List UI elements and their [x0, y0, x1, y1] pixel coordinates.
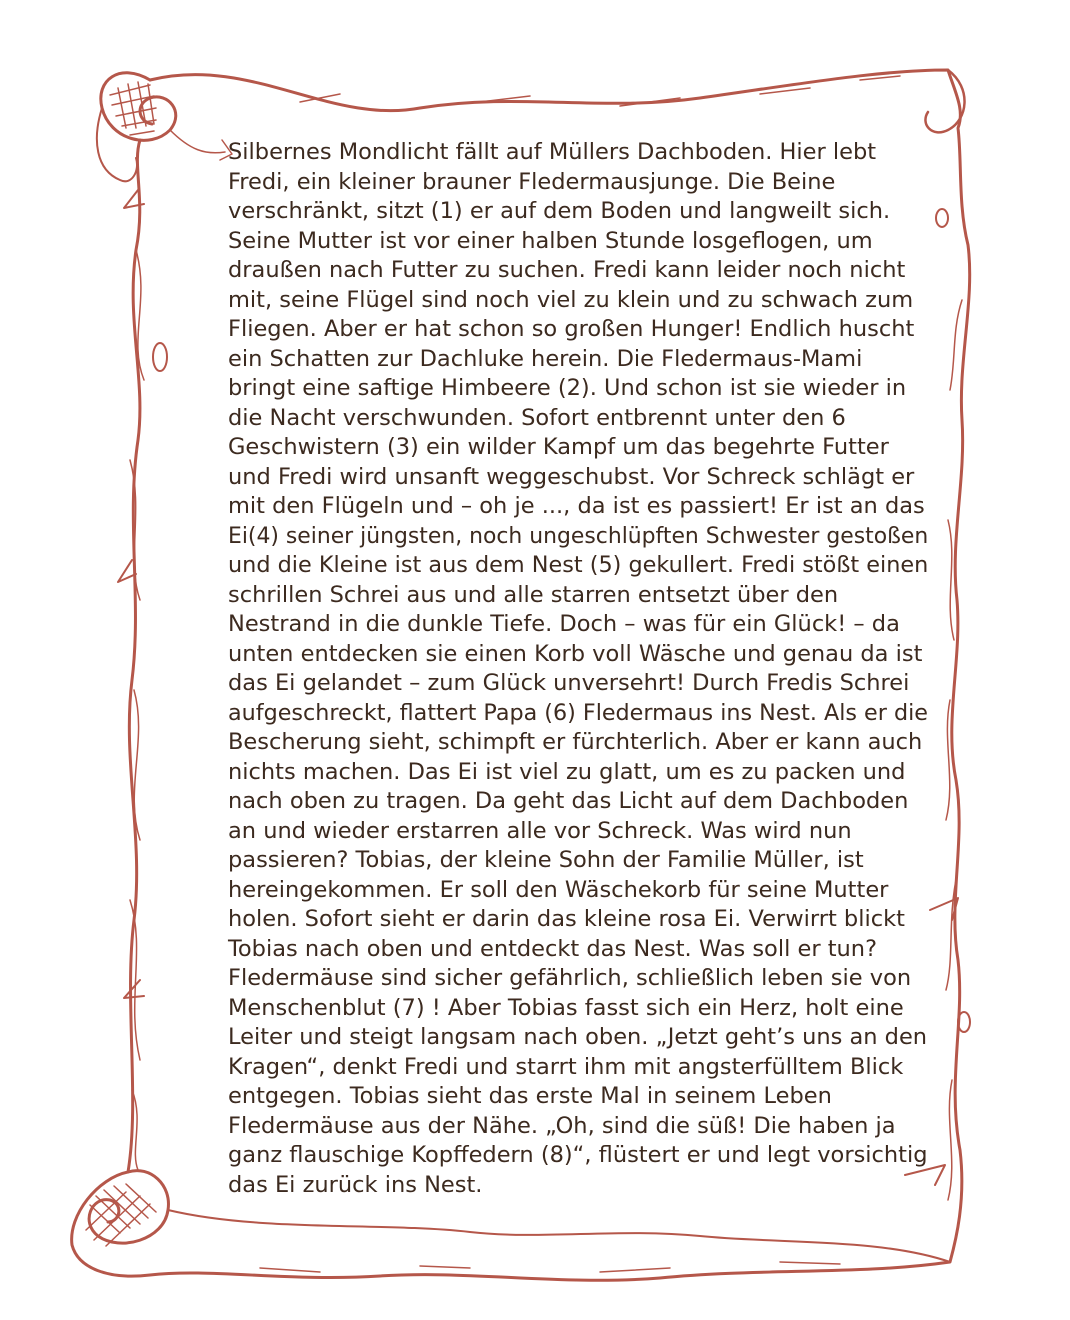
- story-line: Seine Mutter ist vor einer halben Stunde losgeflogen, um: [228, 227, 873, 254]
- story-line: ein Schatten zur Dachluke herein. Die Fledermaus-Mami: [228, 345, 863, 372]
- story-line: bringt eine saftige Himbeere (2). Und schon ist sie wieder in: [228, 375, 907, 401]
- story-text: [228, 138, 929, 1200]
- story-line: die Nacht verschwunden. Sofort entbrennt unter den 6: [228, 404, 846, 431]
- story-line: draußen nach Futter zu suchen. Fredi kann leider noch nicht: [228, 257, 906, 283]
- story-line: Bescherung sieht, schimpft er fürchterlich. Aber er kann auch: [228, 729, 923, 755]
- story-line: Ei(4) seiner jüngsten, noch ungeschlüpften Schwester gestoßen: [228, 522, 929, 549]
- story-line: Nestrand in die dunkle Tiefe. Doch – was für ein Glück! – da: [228, 611, 900, 637]
- story-line: und Fredi wird unsanft weggeschubst. Vor Schreck schlägt er: [228, 463, 915, 490]
- story-line: Tobias nach oben und entdeckt das Nest. Was soll er tun?: [228, 935, 878, 962]
- story-line: Fledermäuse aus der Nähe. „Oh, sind die süß! Die haben ja: [228, 1112, 896, 1139]
- story-line: das Ei zurück ins Nest.: [228, 1171, 483, 1198]
- story-line: Fliegen. Aber er hat schon so großen Hunger! Endlich huscht: [228, 316, 915, 342]
- story-line: aufgeschreckt, flattert Papa (6) Fledermaus ins Nest. Als er die: [228, 699, 928, 726]
- story-line: das Ei gelandet – zum Glück unversehrt! Durch Fredis Schrei: [228, 670, 910, 696]
- story-line: schrillen Schrei aus und alle starren entsetzt über den: [228, 581, 839, 608]
- story-line: Fredi, ein kleiner brauner Fledermausjunge. Die Beine: [228, 168, 836, 195]
- story-line: passieren? Tobias, der kleine Sohn der Familie Müller, ist: [228, 847, 864, 873]
- story-line: mit den Flügeln und – oh je ..., da ist es passiert! Er ist an das: [228, 493, 925, 519]
- story-line: Kragen“, denkt Fredi und starrt ihm mit angsterfülltem Blick: [228, 1053, 904, 1080]
- story-line: ganz flauschige Kopffedern (8)“, flüstert er und legt vorsichtig: [228, 1142, 928, 1168]
- story-line: nach oben zu tragen. Da geht das Licht auf dem Dachboden: [228, 788, 909, 814]
- story-line: Geschwistern (3) ein wilder Kampf um das begehrte Futter: [228, 434, 889, 460]
- story-line: hereingekommen. Er soll den Wäschekorb für seine Mutter: [228, 876, 889, 903]
- story-line: unten entdecken sie einen Korb voll Wäsche und genau da ist: [228, 640, 923, 667]
- story-line: Silbernes Mondlicht fällt auf Müllers Dachboden. Hier lebt: [228, 139, 877, 165]
- story-line: mit, seine Flügel sind noch viel zu klein und zu schwach zum: [228, 286, 914, 313]
- story-line: und die Kleine ist aus dem Nest (5) gekullert. Fredi stößt einen: [228, 552, 929, 578]
- story-line: Leiter und steigt langsam nach oben. „Jetzt geht’s uns an den: [228, 1024, 928, 1050]
- story-line: verschränkt, sitzt (1) er auf dem Boden und langweilt sich.: [228, 198, 891, 224]
- story-line: holen. Sofort sieht er darin das kleine rosa Ei. Verwirrt blickt: [228, 906, 905, 932]
- story-line: nichts machen. Das Ei ist viel zu glatt, um es zu packen und: [228, 758, 906, 785]
- story-line: entgegen. Tobias sieht das erste Mal in seinem Leben: [228, 1083, 832, 1109]
- story-line: Fledermäuse sind sicher gefährlich, schließlich leben sie von: [228, 965, 912, 991]
- story-line: Menschenblut (7) ! Aber Tobias fasst sich ein Herz, holt eine: [228, 994, 904, 1021]
- story-line: an und wieder erstarren alle vor Schreck. Was wird nun: [228, 817, 852, 844]
